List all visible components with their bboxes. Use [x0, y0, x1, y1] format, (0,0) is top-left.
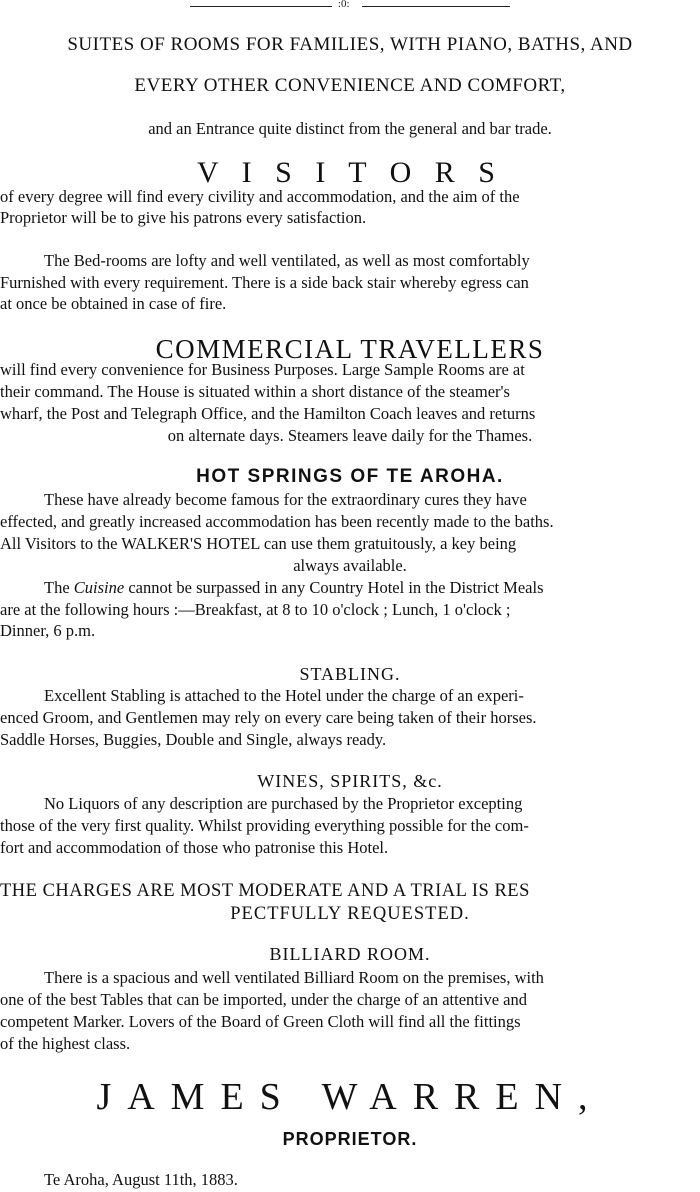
commercial-line-1: will find every convenience for Business Purposes. Large Sample Rooms are at [0, 360, 525, 379]
rule-right-line [362, 6, 510, 7]
stabling-line-2: enced Groom, and Gentlemen may rely on every care being taken of their horses. [0, 708, 537, 727]
cuisine-line-2: are at the following hours :—Breakfast, at 8 to 10 o'clock ; Lunch, 1 o'clock ; [0, 600, 511, 619]
intro-line-3: and an Entrance quite distinct from the general and bar trade. [148, 119, 552, 138]
visitors-heading: V I S I T O R S [197, 156, 503, 189]
cuisine-lead: The [44, 578, 74, 597]
rule-ornament: :0: [338, 0, 350, 10]
hot-springs-line-1: These have already become famous for the extraordinary cures they have [44, 490, 527, 509]
cuisine-line-3: Dinner, 6 p.m. [0, 621, 96, 640]
bedrooms-line-2: Furnished with every requirement. There is a side back stair whereby egress can [0, 273, 529, 292]
rule-left-line [190, 6, 332, 7]
commercial-line-2: their command. The House is situated within a short distance of the steamer's [0, 382, 510, 401]
billiard-line-4: of the highest class. [0, 1034, 131, 1053]
intro-line-2: EVERY OTHER CONVENIENCE AND COMFORT, [134, 75, 566, 96]
proprietor-name: JAMES WARREN, [96, 1076, 604, 1118]
intro-line-1: SUITES OF ROOMS FOR FAMILIES, WITH PIANO, BATHS, AND [67, 34, 633, 55]
bedrooms-line-3: at once be obtained in case of fire. [0, 294, 227, 313]
dateline: Te Aroha, August 11th, 1883. [44, 1170, 238, 1189]
cuisine-rest: cannot be surpassed in any Country Hotel in the District Meals [124, 578, 544, 597]
wines-line-2: those of the very first quality. Whilst providing everything possible for the com- [0, 816, 529, 835]
billiard-heading: BILLIARD ROOM. [269, 944, 431, 964]
visitors-line-1: of every degree will find every civility and accommodation, and the aim of the [0, 187, 520, 206]
billiard-line-2: one of the best Tables that can be imported, under the charge of an attentive and [0, 990, 527, 1009]
proprietor-title: PROPRIETOR. [282, 1129, 418, 1149]
wines-heading: WINES, SPIRITS, &c. [257, 771, 443, 791]
billiard-line-1: There is a spacious and well ventilated Billiard Room on the premises, with [44, 968, 544, 987]
top-decorative-rule [190, 0, 510, 14]
charges-line-2: PECTFULLY REQUESTED. [230, 904, 470, 924]
billiard-line-3: competent Marker. Lovers of the Board of Green Cloth will find all the fittings [0, 1012, 521, 1031]
wines-line-1: No Liquors of any description are purchased by the Proprietor excepting [44, 794, 523, 813]
cuisine-italic-word: Cuisine [73, 578, 125, 597]
stabling-line-1: Excellent Stabling is attached to the Hotel under the charge of an experi- [44, 686, 524, 705]
cuisine-line-1 [0, 577, 700, 599]
commercial-heading: COMMERCIAL TRAVELLERS [155, 334, 545, 364]
hot-springs-heading: HOT SPRINGS OF TE AROHA. [196, 466, 504, 487]
stabling-line-3: Saddle Horses, Buggies, Double and Single, always ready. [0, 730, 387, 749]
stabling-heading: STABLING. [299, 664, 401, 684]
hot-springs-line-2: effected, and greatly increased accommodation has been recently made to the baths. [0, 512, 554, 531]
wines-line-3: fort and accommodation of those who patronise this Hotel. [0, 838, 389, 857]
hot-springs-line-3: All Visitors to the WALKER'S HOTEL can use them gratuitously, a key being [0, 534, 517, 553]
commercial-line-4: on alternate days. Steamers leave daily for the Thames. [167, 426, 533, 445]
commercial-line-3: wharf, the Post and Telegraph Office, and the Hamilton Coach leaves and returns [0, 404, 536, 423]
bedrooms-line-1: The Bed-rooms are lofty and well ventilated, as well as most comfortably [44, 251, 530, 270]
hot-springs-line-4: always available. [293, 556, 407, 575]
charges-line-1: THE CHARGES ARE MOST MODERATE AND A TRIAL IS RES [0, 881, 530, 901]
visitors-line-2: Proprietor will be to give his patrons every satisfaction. [0, 208, 367, 227]
